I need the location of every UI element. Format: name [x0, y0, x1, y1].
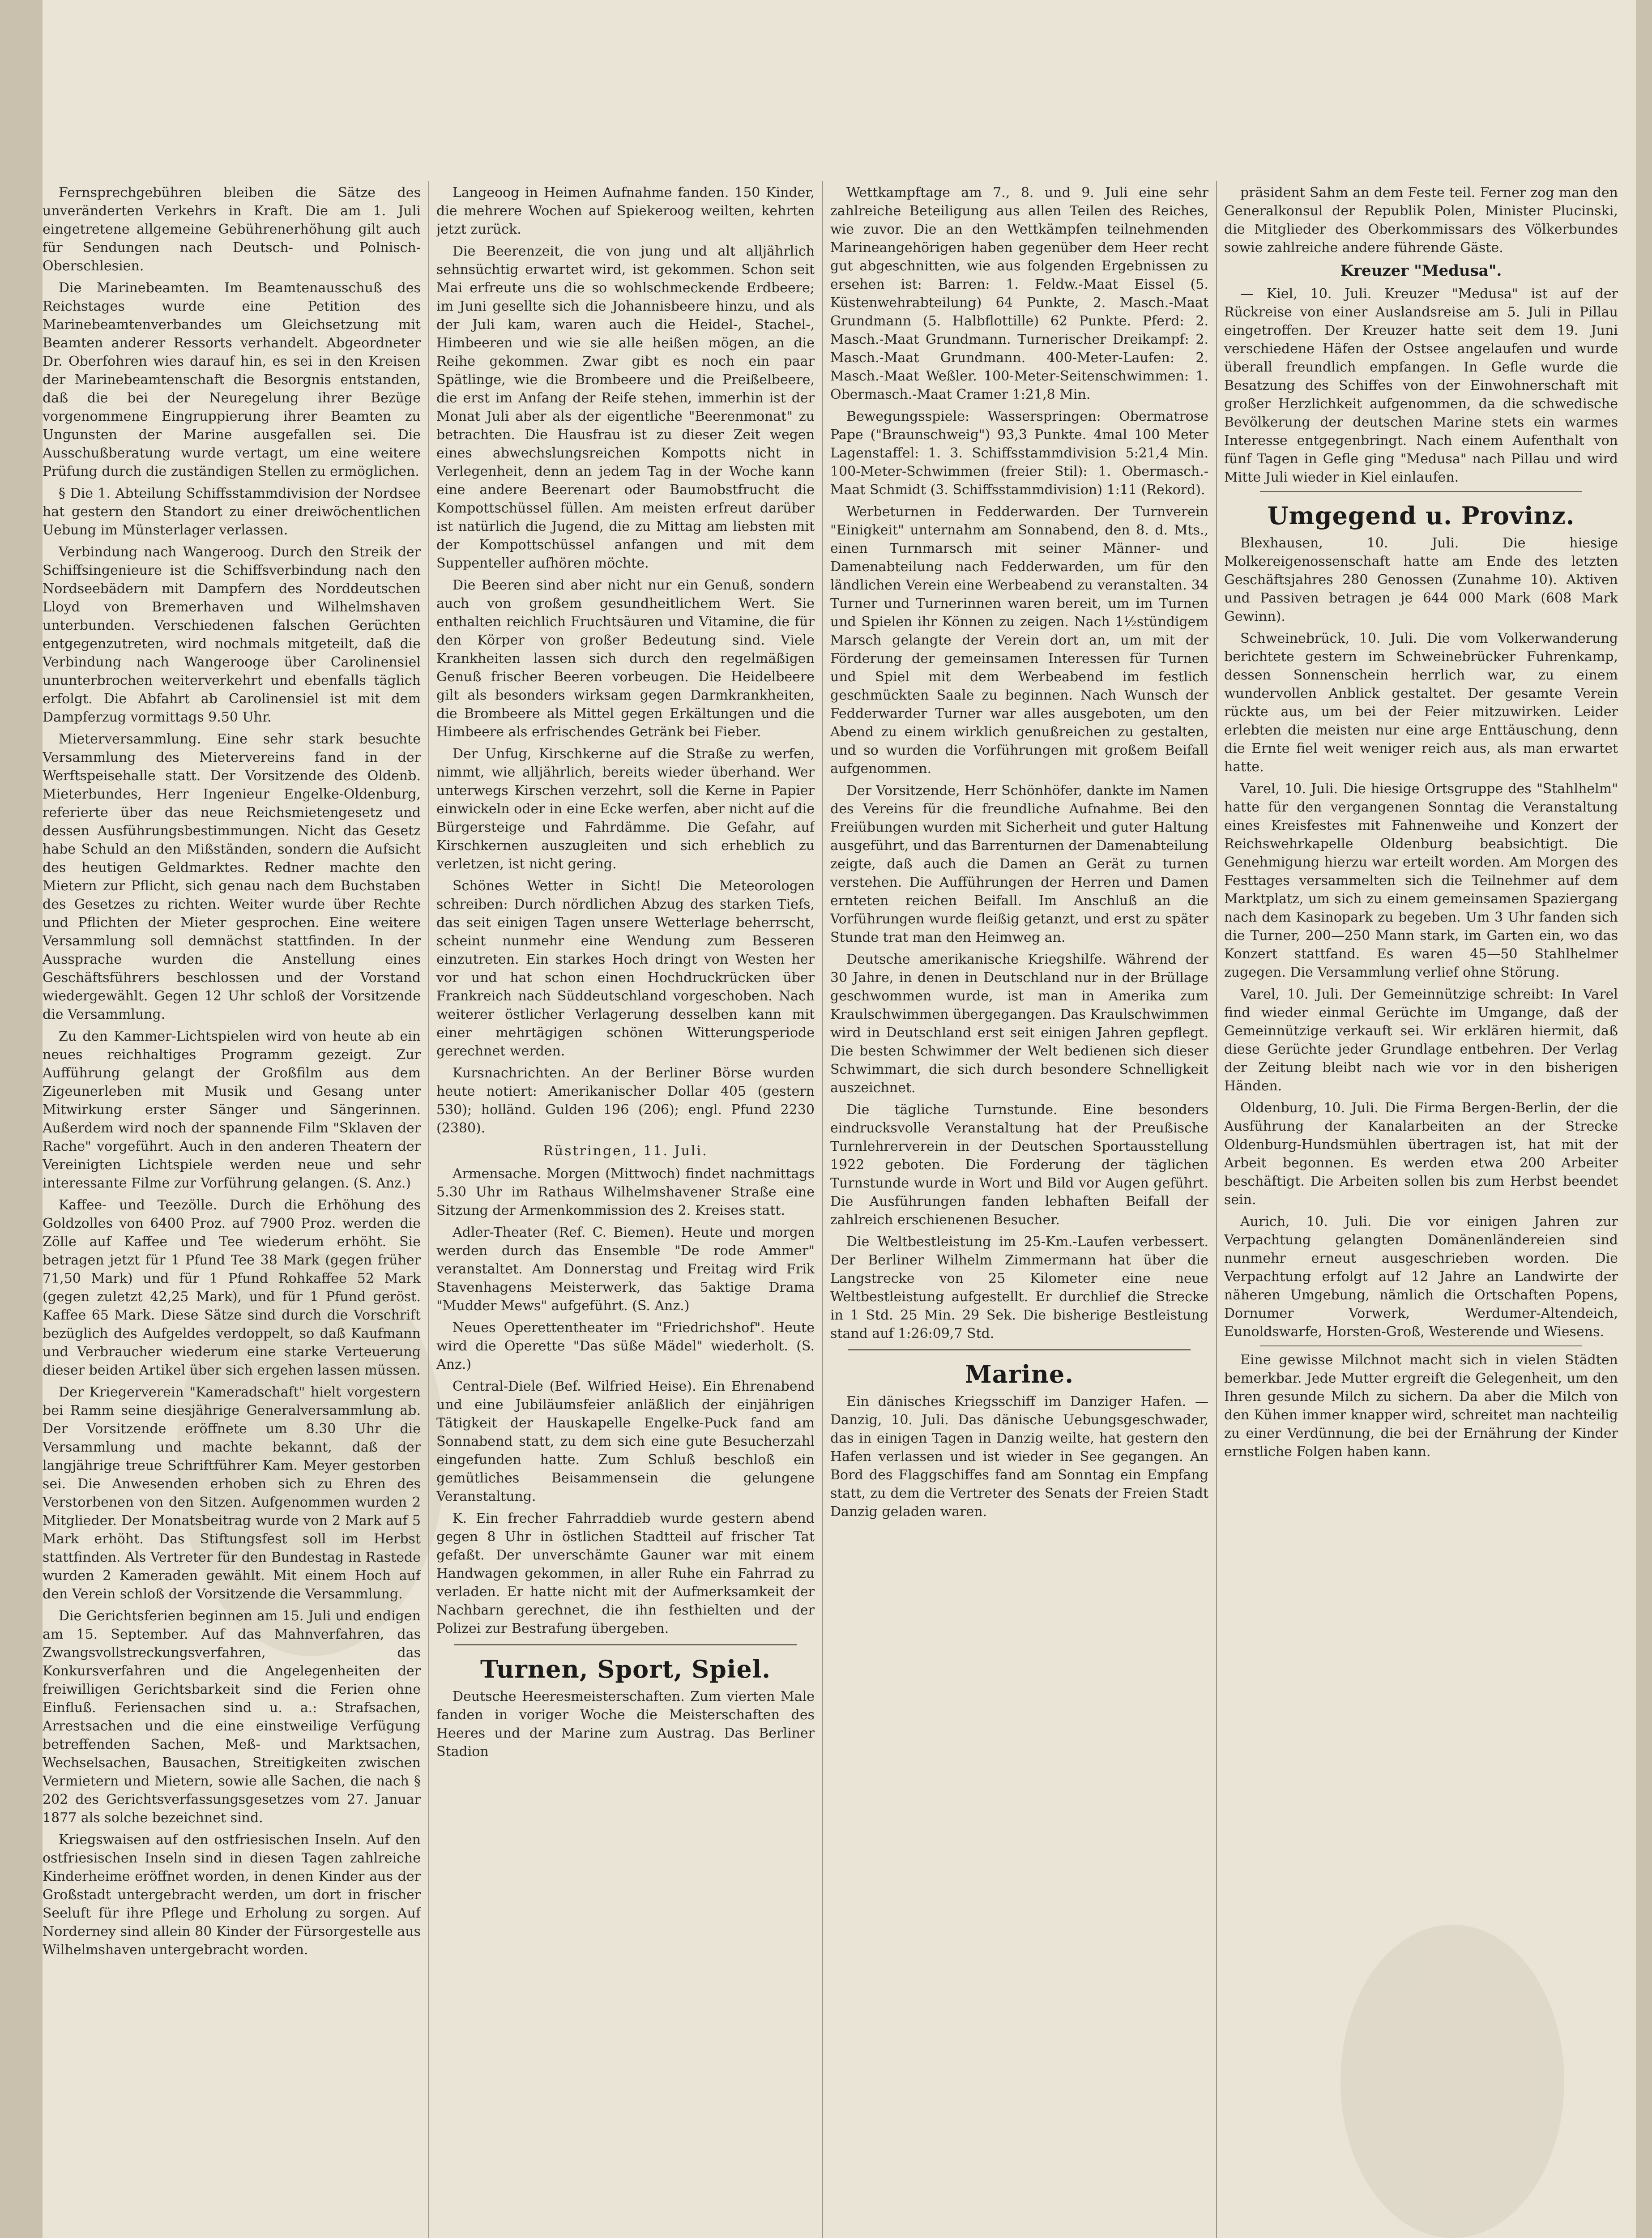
article-paragraph: Die Beerenzeit, die von jung und alt alljährlich sehnsüchtig erwartet wird, ist gekommen. Schon seit Mai erfreute uns die so wohlschmeckende Erdbeere; im Juni gesellte sich die Johannisbeere hinzu, und als der Juli kam, waren auch die Heidel-, Stachel-, Himbeeren und wie sie alle heißen mögen, an die Reihe gekommen. Zwar gibt es noch ein paar Spätlinge, wie die Brombeere und die Preißelbeere, die erst im Anfang der Reife stehen, immerhin ist der Monat Juli aber als der eigentliche "Beerenmonat" zu betrachten. Die Hausfrau ist zu dieser Zeit wegen eines abwechslungsreichen Kompotts nicht in Verlegenheit, denn an jedem Tag in der Woche kann eine andere Beerenart oder Baumobstfrucht die Kompottschüssel füllen. Am meisten erfreut darüber ist natürlich die Jugend, die zu Mittag am liebsten mit der Kompottschüssel anfangen und mit dem Suppenteller aufhören möchte.: [436, 243, 815, 571]
article-paragraph: Die tägliche Turnstunde. Eine besonders eindrucksvolle Veranstaltung hat der Preußische Turnlehrerverein in der Deutschen Sportausstellung 1922 geboten. Die Forderung der täglichen Turnstunde wurde in Wort und Bild vor Augen geführt. Die Ausführungen fanden lebhaften Beifall der zahlreich erschienenen Besucher.: [830, 1102, 1208, 1228]
newspaper-page: [43, 0, 1636, 2238]
article-paragraph: Oldenburg, 10. Juli. Die Firma Bergen-Berlin, der die Ausführung der Kanalarbeiten an der Strecke Oldenburg-Hundsmühlen übertragen ist, hat mit der Arbeit begonnen. Es werden etwa 200 Arbeiter beschäftigt. Die Arbeiten sollen bis zum Herbst beendet sein.: [1224, 1100, 1618, 1208]
column-3: [830, 184, 1208, 2238]
article-paragraph: Die Beeren sind aber nicht nur ein Genuß, sondern auch von großem gesundheitlichem Wert. Sie enthalten reichlich Fruchtsäuren und Vitamine, die für den Körper von großer Bedeutung sind. Viele Krankheiten lassen sich durch den regelmäßigen Genuß frischer Beeren vorbeugen. Die Heidelbeere gilt als besonders wirksam gegen Darmkrankheiten, die Brombeere als Mittel gegen Erkältungen und die Himbeere als erfrischendes Getränk bei Fieber.: [436, 577, 815, 740]
article-paragraph: Central-Diele (Bef. Wilfried Heise). Ein Ehrenabend und eine Jubiläumsfeier anläßlich der einjährigen Tätigkeit der Hauskapelle Engelke-Puck fand am Sonnabend statt, zu dem sich eine gute Besucherzahl eingefunden hatte. Zum Schluß beschloß ein gemütliches Beisammensein die gelungene Veranstaltung.: [436, 1379, 815, 1504]
column-divider: [428, 181, 429, 2238]
column-4: [1224, 184, 1618, 2238]
article-paragraph: Die Marinebeamten. Im Beamtenausschuß des Reichstages wurde eine Petition des Marinebeamtenverbandes um Gleichsetzung mit Beamten anderer Ressorts verhandelt. Abgeordneter Dr. Oberfohren wies darauf hin, es sei in den Kreisen der Marinebeamtenschaft die Besorgnis entstanden, daß die bei der Neuregelung ihrer Bezüge vorgenommene Eingruppierung ihrer Beamten zu Ungunsten der Marine ausgefallen sei. Die Ausschußberatung wurde vertagt, um eine weitere Prüfung durch die zuständigen Stellen zu ermöglichen.: [43, 280, 421, 479]
section-rule: [1260, 491, 1582, 492]
article-paragraph: Kursnachrichten. An der Berliner Börse wurden heute notiert: Amerikanischer Dollar 405 (gestern 530); holländ. Gulden 196 (206); engl. Pfund 2230 (2380).: [436, 1065, 815, 1136]
article-paragraph: Der Kriegerverein "Kameradschaft" hielt vorgestern bei Ramm seine diesjährige Generalversammlung ab. Der Vorsitzende eröffnete um 8.30 Uhr die Versammlung und machte bekannt, daß der langjährige treue Schriftführer Kam. Meyer gestorben sei. Die Anwesenden erhoben sich zu Ehren des Verstorbenen von den Sitzen. Aufgenommen wurden 2 Mitglieder. Der Monatsbeitrag wurde von 2 Mark auf 5 Mark erhöht. Das Stiftungsfest soll im Herbst stattfinden. Als Vertreter für den Bundestag in Rastede wurden 2 Kameraden gewählt. Mit einem Hoch auf den Verein schloß der Vorsitzende die Versammlung.: [43, 1384, 421, 1602]
column-2: [436, 184, 815, 2238]
article-paragraph: Der Unfug, Kirschkerne auf die Straße zu werfen, nimmt, wie alljährlich, bereits wieder überhand. Wer unterwegs Kirschen verzehrt, soll die Kerne in Papier einwickeln oder in eine Ecke werfen, aber nicht auf die Bürgersteige und Fahrdämme. Die Gefahr, auf Kirschkernen auszugleiten und sich erheblich zu verletzen, ist nicht gering.: [436, 746, 815, 872]
column-divider: [822, 181, 823, 2238]
article-paragraph: § Die 1. Abteilung Schiffsstammdivision der Nordsee hat gestern den Standort zu einer dreiwöchentlichen Uebung im Münsterlager verlassen.: [43, 486, 421, 538]
article-paragraph: Der Vorsitzende, Herr Schönhöfer, dankte im Namen des Vereins für die freundliche Aufnahme. Bei den Freiübungen wurden mit Sicherheit und guter Haltung ausgeführt, und das Barrenturnen der Damenabteilung zeigte, daß auch die Damen an Gerät zu turnen verstehen. Die Aufführungen der Herren und Damen ernteten reichen Beifall. Im Anschluß an die Vorführungen wurde fleißig getanzt, und erst zu später Stunde trat man den Heimweg an.: [830, 783, 1208, 945]
article-paragraph: Werbeturnen in Fedderwarden. Der Turnverein "Einigkeit" unternahm am Sonnabend, den 8. d. Mts., einen Turnmarsch mit seiner Männer- und Damenabteilung nach Fedderwarden, um für den ländlichen Verein eine Werbeabend zu veranstalten. 34 Turner und Turnerinnen waren bereit, um im Turnen und Spielen ihr Können zu zeigen. Nach 1½stündigem Marsch gelangte der Verein dort an, um mit der Förderung der gemeinsamen Interessen für Turnen und Spiel mit dem Werbeabend im festlich geschmückten Saale zu beginnen. Nach Wunsch der Fedderwarder Turner war alles ausgeboten, um den Abend zu einem wirklich genußreichen zu gestalten, und so wurden die Vorführungen mit großem Beifall aufgenommen.: [830, 504, 1208, 777]
section-rule: [1260, 1345, 1582, 1346]
article-paragraph: Verbindung nach Wangeroog. Durch den Streik der Schiffsingenieure ist die Schiffsverbindung nach den Nordseebädern mit Dampfern des Norddeutschen Lloyd von Bremerhaven und Wilhelmshaven unterbunden. Verschiedenen falschen Gerüchten entgegenzutreten, wird nochmals mitgeteilt, daß die Verbindung nach Wangerooge über Carolinensiel ununterbrochen weiterverkehrt und ebenfalls täglich erfolgt. Die Abfahrt ab Carolinensiel ist mit dem Dampferzug vormittags 9.50 Uhr.: [43, 544, 421, 725]
article-paragraph: Zu den Kammer-Lichtspielen wird von heute ab ein neues reichhaltiges Programm gezeigt. Zur Aufführung gelangt der Großfilm aus dem Zigeunerleben mit Musik und Gesang unter Mitwirkung erster Sänger und Sängerinnen. Außerdem wird noch der spannende Film "Sklaven der Rache" vorgeführt. Auch in den anderen Theatern der Vereinigten Lichtspiele werden neue und sehr interessante Filme zur Vorführung gelangen. (S. Anz.): [43, 1029, 421, 1191]
article-paragraph: Adler-Theater (Ref. C. Biemen). Heute und morgen werden durch das Ensemble "De rode Ammer" veranstaltet. Am Donnerstag und Freitag wird Frik Stavenhagens Meisterwerk, das 5aktige Drama "Mudder Mews" aufgeführt. (S. Anz.): [436, 1225, 815, 1314]
article-paragraph: Mieterversammlung. Eine sehr stark besuchte Versammlung des Mietervereins fand in der Werftspeisehalle statt. Der Vorsitzende des Oldenb. Mieterbundes, Herr Ingenieur Engelke-Oldenburg, referierte über das neue Reichsmietengesetz und dessen Ausführungsbestimmungen. Nicht das Gesetz habe Schuld an den Mißständen, sondern die Aufsicht des heutigen Geldmarktes. Redner machte den Mietern zur Pflicht, sich genau nach dem Buchstaben des Gesetzes zu richten. Weiter wurde über Rechte und Pflichten der Mieter gesprochen. Eine weitere Versammlung soll demnächst stattfinden. In der Aussprache wurden die Anstellung eines Geschäftsführers beschlossen und der Vorstand wiedergewählt. Gegen 12 Uhr schloß der Vorsitzende die Versammlung.: [43, 731, 421, 1022]
article-paragraph: Blexhausen, 10. Juli. Die hiesige Molkereigenossenschaft hatte am Ende des letzten Geschäftsjahres 280 Genossen (Zunahme 10). Aktiven und Passiven betragen je 644 000 Mark (608 Mark Gewinn).: [1224, 535, 1618, 624]
article-paragraph: präsident Sahm an dem Feste teil. Ferner zog man den Generalkonsul der Republik Polen, Minister Plucinski, die Mitglieder des Oberkommissars des Völkerbundes sowie zahlreiche andere führende Gäste.: [1224, 185, 1618, 256]
article-paragraph: Varel, 10. Juli. Der Gemeinnützige schreibt: In Varel find wieder einmal Gerüchte im Umgange, daß der Gemeinnützige verkauft sei. Wir erklären hiermit, daß diese Gerüchte jeder Grundlage entbehren. Der Verlag der Zeitung bleibt nach wie vor in den bisherigen Händen.: [1224, 987, 1618, 1094]
column-1: [43, 184, 421, 2238]
article-paragraph: Die Gerichtsferien beginnen am 15. Juli und endigen am 15. September. Auf das Mahnverfahren, das Zwangsvollstreckungsverfahren, das Konkursverfahren und die Angelegenheiten der freiwilligen Gerichtsbarkeit sind die Ferien ohne Einfluß. Feriensachen sind u. a.: Strafsachen, Arrestsachen und die eine einstweilige Verfügung betreffenden Sachen, Meß- und Marktsachen, Wechselsachen, Bausachen, Streitigkeiten zwischen Vermietern und Mietern, sowie alle Sachen, die nach § 202 des Gerichtsverfassungsgesetzes vom 27. Januar 1877 als solche bezeichnet sind.: [43, 1608, 421, 1826]
article-paragraph: Schweinebrück, 10. Juli. Die vom Volkerwanderung berichtete gestern im Schweinebrücker Fuhrenkamp, dessen Sonnenschein herrlich war, zu einem wundervollen Anblick gestaltet. Der gesamte Verein rückte aus, um bei der Feier mitzuwirken. Leider erlebten die meisten nur eine arge Enttäuschung, denn die Ernte fiel weit weniger reich aus, als man erwartet hatte.: [1224, 631, 1618, 775]
article-paragraph: Eine gewisse Milchnot macht sich in vielen Städten bemerkbar. Jede Mutter ergreift die Gelegenheit, um den Ihren gesunde Milch zu sichern. Da aber die Milch von den Kühen immer knapper wird, schreitet man nachteilig zu einer Verdünnung, die bei der Ernährung der Kinder ernstliche Folgen haben kann.: [1224, 1352, 1618, 1460]
section-rule: [848, 1349, 1191, 1350]
column-divider: [1216, 181, 1217, 2238]
article-paragraph: — Kiel, 10. Juli. Kreuzer "Medusa" ist auf der Rückreise von einer Auslandsreise am 5. Juli in Pillau eingetroffen. Der Kreuzer hatte seit dem 19. Juni verschiedene Häfen der Ostsee angelaufen und wurde überall freundlich empfangen. In Gefle wurde die Besatzung des Schiffes von der Einwohnerschaft mit großer Herzlichkeit aufgenommen, da die schwedische Bevölkerung der deutschen Marine stets ein warmes Interesse entgegenbringt. Nach einem Aufenthalt von fünf Tagen in Gefle ging "Medusa" nach Pillau und wird Mitte Juli wieder in Kiel einlaufen.: [1224, 286, 1618, 485]
section-heading: Umgegend u. Provinz.: [1267, 501, 1575, 530]
article-paragraph: Deutsche Heeresmeisterschaften. Zum vierten Male fanden in voriger Woche die Meisterschaften des Heeres und der Marine zum Austrag. Das Berliner Stadion: [436, 1689, 815, 1760]
article-paragraph: Kaffee- und Teezölle. Durch die Erhöhung des Goldzolles von 6400 Proz. auf 7900 Proz. werden die Zölle auf Kaffee und Tee wiederum erhöht. Sie betragen jetzt für 1 Pfund Tee 38 Mark (gegen früher 71,50 Mark) und für 1 Pfund Rohkaffee 52 Mark (gegen zuletzt 42,25 Mark), und für 1 Pfund geröst. Kaffee 65 Mark. Diese Sätze sind durch die Vorschrift bezüglich des Aufgeldes verdoppelt, so daß Kaufmann und Verbraucher wiederum eine starke Verteuerung dieser beiden Artikel über sich ergehen lassen müssen.: [43, 1197, 421, 1378]
article-paragraph: Die Weltbestleistung im 25-Km.-Laufen verbessert. Der Berliner Wilhelm Zimmermann hat über die Langstrecke von 25 Kilometer eine neue Weltbestleistung aufgestellt. Er durchlief die Strecke in 1 Std. 25 Min. 29 Sek. Die bisherige Bestleistung stand auf 1:26:09,7 Std.: [830, 1234, 1208, 1341]
article-paragraph: Deutsche amerikanische Kriegshilfe. Während der 30 Jahre, in denen in Deutschland nur in der Brüllage geschwommen wurde, ist man in Amerika zum Kraulschwimmen übergegangen. Das Kraulschwimmen wird in Deutschland erst seit einigen Jahren gepflegt. Die besten Schwimmer der Welt bedienen sich dieser Schwimmart, die sich durch besondere Schnelligkeit auszeichnet.: [830, 952, 1208, 1096]
article-paragraph: Aurich, 10. Juli. Die vor einigen Jahren zur Verpachtung gelangten Domänenländereien sind nunmehr erneut ausgeschrieben worden. Die Verpachtung erfolgt auf 12 Jahre an Landwirte der näheren Umgebung, nämlich die Ortschaften Popens, Dornumer Vorwerk, Werdumer-Altendeich, Eunoldswarfe, Horsten-Groß, Westerende und Wiesens.: [1224, 1214, 1618, 1340]
article-paragraph: Ein dänisches Kriegsschiff im Danziger Hafen. — Danzig, 10. Juli. Das dänische Uebungsgeschwader, das in einigen Tagen in Danzig weilte, hat gestern den Hafen verlassen und ist wieder in See gegangen. An Bord des Flaggschiffes fand am Sonntag ein Empfang statt, zu dem die Vertreter des Senats der Freien Stadt Danzig geladen waren.: [830, 1394, 1208, 1520]
article-paragraph: Langeoog in Heimen Aufnahme fanden. 150 Kinder, die mehrere Wochen auf Spiekeroog weilten, kehrten jetzt zurück.: [436, 185, 815, 237]
article-paragraph: Neues Operettentheater im "Friedrichshof". Heute wird die Operette "Das süße Mädel" wiederholt. (S. Anz.): [436, 1320, 815, 1372]
section-rule: [454, 1644, 797, 1645]
article-paragraph: Bewegungsspiele: Wasserspringen: Obermatrose Pape ("Braunschweig") 93,3 Punkte. 4mal 100 Meter Lagenstaffel: 1. 3. Schiffsstammdivision 5:21,4 Min. 100-Meter-Schwimmen (freier Stil): 1. Obermasch.-Maat Schmidt (3. Schiffsstammdivision) 1:11 (Rekord).: [830, 409, 1208, 498]
article-paragraph: Wettkampftage am 7., 8. und 9. Juli eine sehr zahlreiche Beteiligung aus allen Teilen des Reiches, wie zuvor. Die an den Wettkämpfen teilnehmenden Marineangehörigen haben gegenüber dem Heer recht gut abgeschnitten, wie aus folgenden Ergebnissen zu ersehen ist: Barren: 1. Feldw.-Maat Eissel (5. Küstenwehrabteilung) 64 Punkte, 2. Masch.-Maat Grundmann (5. Halbflottille) 62 Punkte. Pferd: 2. Masch.-Maat Grundmann. Turnerischer Dreikampf: 2. Masch.-Maat Grundmann. 400-Meter-Laufen: 2. Masch.-Maat Weßler. 100-Meter-Seitenschwimmen: 1. Obermasch.-Maat Cramer 1:21,8 Min.: [830, 185, 1208, 402]
article-heading: Kreuzer "Medusa".: [1340, 262, 1502, 280]
article-paragraph: Fernsprechgebühren bleiben die Sätze des unveränderten Verkehrs in Kraft. Die am 1. Juli eingetretene allgemeine Gebührenerhöhung gilt auch für Sendungen nach Deutsch- und Polnisch-Oberschlesien.: [43, 185, 421, 274]
article-paragraph: Kriegswaisen auf den ostfriesischen Inseln. Auf den ostfriesischen Inseln sind in diesen Tagen zahlreiche Kinderheime eröffnet worden, in denen Kinder aus der Großstadt untergebracht werden, um dort in frischer Seeluft für ihre Pflege und Erholung zu sorgen. Auf Norderney sind allein 80 Kinder der Fürsorgestelle aus Wilhelmshaven untergebracht worden.: [43, 1832, 421, 1958]
article-paragraph: K. Ein frecher Fahrraddieb wurde gestern abend gegen 8 Uhr in östlichen Stadtteil auf frischer Tat gefaßt. Der unverschämte Gauner war mit einem Handwagen gekommen, in aller Ruhe ein Fahrrad zu verladen. Er hatte nicht mit der Aufmerksamkeit der Nachbarn gerechnet, die ihn festhielten und der Polizei zur Bestrafung übergeben.: [436, 1511, 815, 1636]
article-paragraph: Varel, 10. Juli. Die hiesige Ortsgruppe des "Stahlhelm" hatte für den vergangenen Sonntag die Veranstaltung eines Kreisfestes mit Fahnenweihe und Konzert der Reichswehrkapelle Oldenburg beabsichtigt. Die Genehmigung hierzu war erteilt worden. Am Morgen des Festtages versammelten sich die Teilnehmer auf dem Marktplatz, um sich zu einem gemeinsamen Spaziergang nach dem Kasinopark zu begeben. Um 3 Uhr fanden sich die Turner, 200—250 Mann stark, im Garten ein, wo das Konzert stattfand. Es waren 45—50 Stahlhelmer zugegen. Die Versammlung verlief ohne Störung.: [1224, 781, 1618, 980]
article-paragraph: Schönes Wetter in Sicht! Die Meteorologen schreiben: Durch nördlichen Abzug des starken Tiefs, das seit einigen Tagen unsere Wetterlage beherrscht, scheint nunmehr eine Wendung zum Besseren einzutreten. Ein starkes Hoch dringt von Westen her vor und hat schon einen Hochdruckrücken über Frankreich nach Süddeutschland vorgeschoben. Nach weiterer östlicher Verlagerung desselben kann mit einer mehrtägigen schönen Witterungsperiode gerechnet werden.: [436, 878, 815, 1059]
section-heading: Marine.: [965, 1360, 1074, 1388]
dateline: Rüstringen, 11. Juli.: [543, 1143, 708, 1159]
article-paragraph: Armensache. Morgen (Mittwoch) findet nachmittags 5.30 Uhr im Rathaus Wilhelmshavener Straße eine Sitzung der Armenkommission des 2. Kreises statt.: [436, 1166, 815, 1218]
section-heading: Turnen, Sport, Spiel.: [480, 1655, 771, 1683]
